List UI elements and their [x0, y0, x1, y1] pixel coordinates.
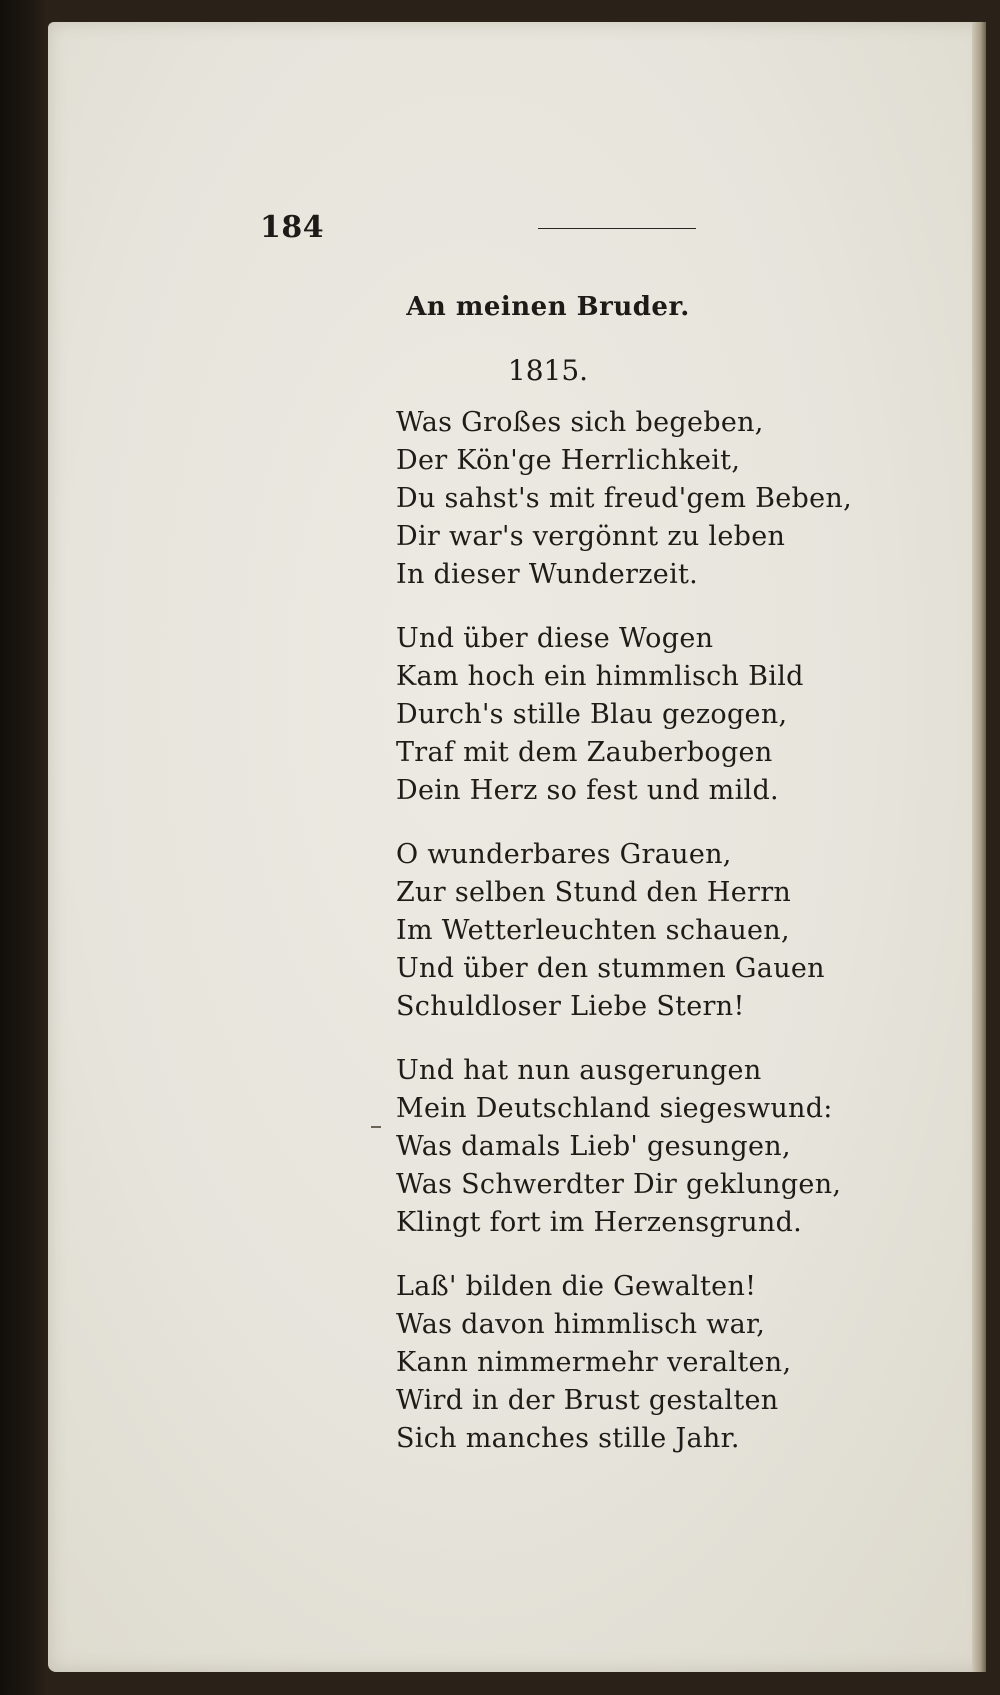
poem-line: Zur selben Stund den Herrn	[396, 877, 792, 908]
book-page	[48, 22, 986, 1672]
poem-line: Und über den stummen Gauen	[396, 953, 825, 984]
stanza	[396, 1268, 916, 1458]
poem-line: Der Kön'ge Herrlichkeit,	[396, 445, 741, 476]
header-rule	[538, 228, 696, 229]
poem-body	[396, 404, 916, 1484]
stanza	[396, 404, 916, 594]
poem-line: Du sahst's mit freud'gem Beben,	[396, 483, 852, 514]
poem-line: Was Schwerdter Dir geklungen,	[396, 1169, 842, 1200]
poem-line: Was Großes sich begeben,	[396, 407, 764, 438]
poem-line: Sich manches stille Jahr.	[396, 1423, 740, 1454]
poem-line: Und über diese Wogen	[396, 623, 714, 654]
page-number: 184	[260, 210, 325, 245]
poem-line: In dieser Wunderzeit.	[396, 559, 699, 590]
poem-line: Klingt fort im Herzensgrund.	[396, 1207, 803, 1238]
poem-line: Kam hoch ein himmlisch Bild	[396, 661, 804, 692]
poem-line: Und hat nun ausgerungen	[396, 1055, 762, 1086]
poem-title: An meinen Bruder.	[406, 292, 690, 322]
poem-line: Dir war's vergönnt zu leben	[396, 521, 786, 552]
poem-line: Dein Herz so fest und mild.	[396, 775, 779, 806]
poem-line: Mein Deutschland siegeswund:	[396, 1093, 833, 1124]
poem-line: O wunderbares Grauen,	[396, 839, 732, 870]
poem-line: Traf mit dem Zauberbogen	[396, 737, 773, 768]
poem-line: Was damals Lieb' gesungen,	[396, 1131, 791, 1162]
poem-line: Wird in der Brust gestalten	[396, 1385, 779, 1416]
stanza	[396, 836, 916, 1026]
poem-line: Durch's stille Blau gezogen,	[396, 699, 788, 730]
poem-year: 1815.	[507, 354, 589, 387]
stanza	[396, 1052, 916, 1242]
stanza	[396, 620, 916, 810]
poem-line: Kann nimmermehr veralten,	[396, 1347, 792, 1378]
poem-line: Laß' bilden die Gewalten!	[396, 1271, 757, 1302]
poem-line: Schuldloser Liebe Stern!	[396, 991, 745, 1022]
page-edge	[972, 22, 986, 1672]
poem-line: Im Wetterleuchten schauen,	[396, 915, 790, 946]
poem-line: Was davon himmlisch war,	[396, 1309, 766, 1340]
margin-mark	[371, 1126, 381, 1128]
